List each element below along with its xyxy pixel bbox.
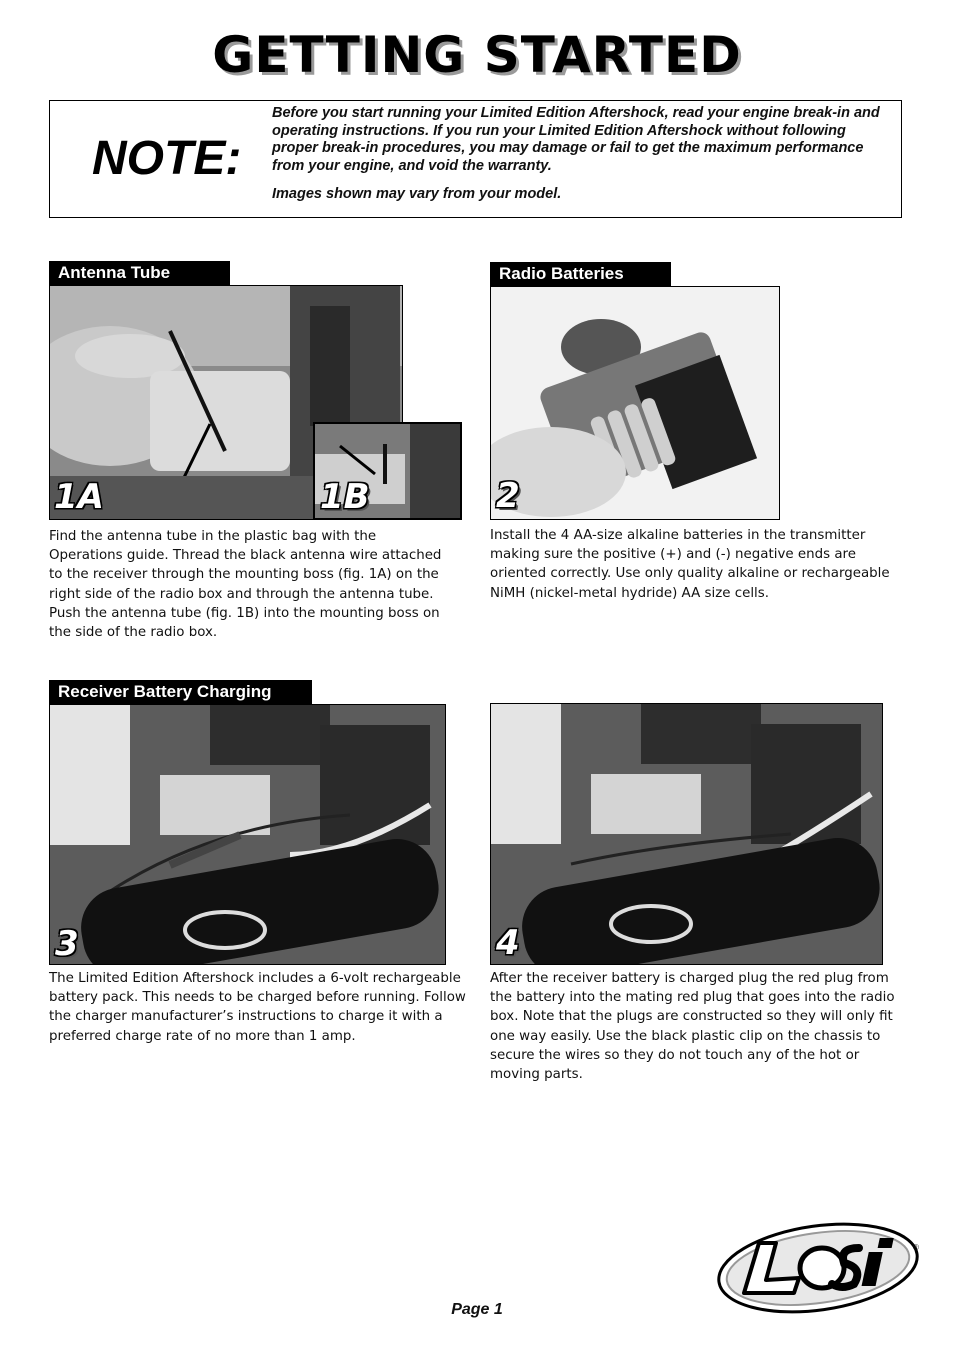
antenna-instructions: Find the antenna tube in the plastic bag with the Operations guide. Thread the black antenna wire attached to the receiver through the mounting boss (fig. 1A) on the right side of the radio box and through the antenna tube. Push the antenna tube (fig. 1B) into the mounting boss on the side of the radio box.	[49, 529, 442, 641]
figure-1b-label: 1B	[320, 477, 370, 517]
plug-connection-instructions: After the receiver battery is charged plug the red plug from the battery into the mating red plug that goes into the radio box. Note that the plugs are constructed so they will only fit one way easily. Use the black plastic clip on the chassis to secure the wires so they do not touch any of the hot or moving parts.	[490, 971, 895, 1083]
radio-batteries-heading: Radio Batteries	[490, 262, 671, 287]
note-box	[49, 100, 902, 218]
note-label: NOTE:	[92, 132, 242, 185]
page-number: Page 1	[451, 1301, 503, 1318]
figure-1a-label: 1A	[54, 477, 104, 517]
figure-2-label: 2	[496, 476, 520, 516]
receiver-charging-instructions: The Limited Edition Aftershock includes a 6-volt rechargeable battery pack. This needs to be charged before running. Follow the charger manufacturer’s instructions to charge it with a preferred charge rate of no more than 1 amp.	[49, 971, 466, 1044]
page-title: GETTING STARTED	[212, 26, 742, 84]
figure-4-label: 4	[496, 923, 520, 963]
plug-connection-photo	[490, 703, 883, 965]
radio-batteries-instructions: Install the 4 AA-size alkaline batteries in the transmitter making sure the positive (+) and (-) negative ends are oriented correctly. Use only quality alkaline or rechargeable NiMH (nickel-metal hydride) AA size cells.	[490, 528, 890, 601]
receiver-charging-photo	[49, 704, 446, 965]
note-paragraph-2: Images shown may vary from your model.	[272, 186, 562, 203]
antenna-tube-heading: Antenna Tube	[49, 261, 230, 286]
radio-batteries-photo	[490, 286, 780, 520]
losi-logo	[714, 1218, 922, 1314]
registered-mark: ®	[913, 1243, 919, 1252]
figure-3-label: 3	[55, 924, 79, 964]
antenna-photo-1b	[313, 422, 462, 520]
note-text	[272, 105, 892, 204]
note-paragraph-1: Before you start running your Limited Edition Aftershock, read your engine break-in and operating instructions. If you run your Limited Edition Aftershock without following proper break-in procedures, you may damage or fail to get the maximum performance from your engine, and void the warranty.	[272, 105, 880, 174]
receiver-charging-heading: Receiver Battery Charging	[49, 680, 312, 705]
